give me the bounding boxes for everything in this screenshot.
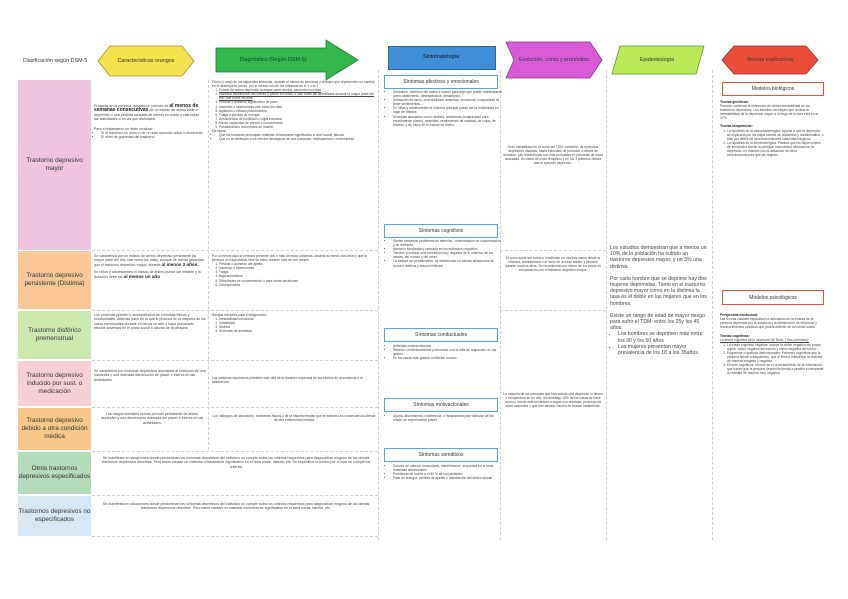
list-item: 1. Pérdida o aumento del apetito <box>219 262 376 266</box>
sinto-cognitivos-list <box>386 239 503 268</box>
row-label-condicion-text: Trastorno depresivo debido a otra condición médica <box>21 417 88 440</box>
row-divider <box>500 250 606 251</box>
list-item: 9. Pensamientos recurrentes de muerte <box>219 125 376 129</box>
list-item: • Tienden a realizar una valoración muy negativa de sí mismos, de los demás, del mundo y del futuro <box>393 251 503 259</box>
list-item: 2. Esquemas cognitivos disfuncionales: Patrones cognitivos que la persona tiende a adquisición, que le lleva a interpretar la realidad de manera sesgada y negativa. <box>727 351 824 363</box>
list-item: • Que no se atribuyan a los efectos fisiológicos de una sustancia, medicamento o enfermedad <box>219 137 376 141</box>
header-caracteristicas-label: Características orangos <box>117 57 175 64</box>
row-divider <box>92 495 378 496</box>
teorias-beck-list <box>720 343 824 376</box>
list-item: 5. Agitación o retraso psicomotores <box>219 109 376 113</box>
list-item: • Apatía, aburrimiento, indiferencia, o incapacidad para disfrutar de las cosas, se experimentar placer. <box>393 414 503 422</box>
teorias-geneticas-title: Teorías genéticas: <box>720 100 749 104</box>
diag-disforico <box>212 313 376 333</box>
row-label-tdm-text: Trastorno depresivo mayor <box>26 157 83 172</box>
caract-distimia-p2a: En niños y adolescentes el estado de ánimo puede ser irritable y la duración debe ser <box>94 270 201 279</box>
list-item: 8. Menor capacidad de pensar o concentrarse <box>219 121 376 125</box>
epid-p1: Los estudios demuestran que a menos un 10% de la población ha sufrido un trastorno depresivo mayor, y un 3% una distimia <box>610 245 707 270</box>
list-item: • Que los síntomas provoquen malestar clínicamente significativo a nivel social, laboral. <box>219 133 376 137</box>
list-item: • Atención focalizada y centrada en los estímulos negativos <box>393 247 503 251</box>
list-item: 1. La tríada cognitiva negativa: incluye la visión negativa del propio sujeto, visión negativa del mundo y visión negativa del futuro. <box>727 343 824 351</box>
header-evolucion-label: Evolución, curso y pronóstico <box>518 56 590 63</box>
row-label-disforico-text: Trastorno disfórico premenstrual <box>28 327 81 342</box>
row-label-disforico <box>18 311 91 359</box>
list-item: 3. Pérdida o aumento significativo de peso <box>219 100 376 104</box>
header-clasificacion-label: Clasificación según DSM-5 <box>22 57 88 64</box>
header-sintomatologia <box>388 46 494 68</box>
sinto-conductuales-list <box>386 344 503 360</box>
evol-distimia: El curso suele ser crónico, incidiendo en muchos casos desde la infancia, adolescencia o el inicio de la edad adulta, y perdura durante muchos años. Se recomienda una menor de los casos en comparación con el trastorno depresivo mayor. <box>504 256 602 273</box>
row-label-sustancia-text: Trastorno depresivo inducido por sust. o medicación <box>26 371 83 395</box>
diag-distimia-criteria <box>212 262 376 287</box>
header-diagnostico <box>222 48 324 72</box>
list-item: • El nivel de gravedad del trastorno <box>101 135 204 139</box>
header-epidemiologia-label: Epidemiología <box>639 56 675 63</box>
header-evolucion <box>516 46 592 74</box>
sinto-box-afectivos <box>384 75 498 89</box>
teorias-beck-title: La teoría cognitiva de la depresión de Beck, (Tres premisas): <box>720 338 809 343</box>
row-divider <box>500 310 606 311</box>
epid-p3: Existe un rango de edad de mayor riesgo para sufrir el TDM: entre los 25y los 45 años. <box>610 312 705 332</box>
list-item: • Los hombres se deprimen más entre los 30 y los 50 años <box>618 331 710 343</box>
list-item: • En los casos más graves, inhibición motora <box>393 356 503 360</box>
header-sintomatologia-label: Sintomatología <box>423 53 459 60</box>
epid-content <box>610 245 710 356</box>
diag-tdm <box>212 80 376 141</box>
list-item: 7. Sentimientos de inutilidad o culpa excesiva <box>219 117 376 121</box>
row-label-condicion <box>18 408 91 450</box>
list-item: 2. Marcada disminución del interés o placer en todas, o casi todas las actividades durante la mayor parte del día, casi todos los días <box>219 92 376 100</box>
header-caracteristicas <box>110 48 182 74</box>
caract-tdm-p2: Para el tratamiento se debe localizar: <box>94 126 154 131</box>
evol-tdm: Gran variabilidad en el curso del TDM, existente, de episodios depresivos aislados, hasta episodios de periodos o meses de duración. Las recurrencias son más probables en personas de edad avanzada, en casos de inicio temprano y en los 3 primeros meses tras el episodio depresivo. <box>503 145 603 166</box>
teorias-box-psicologicos <box>722 290 824 305</box>
caract-otros: Se manifiesta en situaciones donde predominan los síntomas depresivos del individuo no cumple todos los criterios requeridos para diagnosticar ninguno de los demás trastornos depresivos descritos. Pero estos causan un malestar clínicamente significativo en el área social, laboral, etc. Se especifica el motivo por el cual no cumple los criterios <box>101 456 371 469</box>
list-item: 1. Estado de ánimo deprimido la mayor parte del día, casi todos los días <box>219 88 376 92</box>
sinto-box-motivacionales <box>384 398 498 412</box>
caract-tdm-list <box>94 131 204 140</box>
list-item: 6. Fatiga o pérdida de energía <box>219 113 376 117</box>
header-epidemiologia <box>618 46 696 74</box>
teorias-psicologicos <box>720 313 824 375</box>
list-item: • Dolores de cabeza, musculares, estreñimiento, sequedad en la boca, molestias abdominales <box>393 464 503 472</box>
list-item: • Desánimo: deterioro del ánimo e ilusión para algo que puede manifestarse como abatimiento, desesperanza, desamparo... <box>393 90 503 98</box>
teorias-geneticas-text: Parecen confirmar la existencia de cierta heredabilidad de los trastornos depresivos. Los estudios concluyen que la tasa de heredabilidad de la depresión mayor a lo largo de la vida está en el 37%. <box>720 104 819 121</box>
list-item: 1. La hipótesis de la catecolaminérgica: Apunta a que la depresión se explicaría por los bajos niveles de dopamina y noradrenalina, o bien por déficit de neurotransmisores catecolaminérgicos. <box>727 129 824 141</box>
diag-sustancia: Los síntomas depresivos persisten más allá de la duración esperada de los efectos de la sustancia o la abstinencia <box>212 376 363 385</box>
list-item: 3. Errores cognitivos: errores en el procesamiento de la información que hacen que la persona deprimida tienda a percibir e interpretar la realidad de manera muy negativa. <box>727 363 824 375</box>
caract-distimia-p1a: Se caracteriza por un estado de ánimo depresivo persistente (la mayor parte del día, casi todos los días), aunque de menor gravedad que el trastorno depresivo mayor, durante <box>94 254 204 267</box>
row-divider <box>92 360 378 361</box>
sinto-somaticos-list <box>386 464 503 480</box>
sinto-box-motivacionales-label: Síntomas motivacionales <box>413 402 469 408</box>
caract-distimia-p1b: al menos 2 años. <box>161 261 199 267</box>
caract-distimia <box>94 254 206 279</box>
epid-list <box>610 331 710 356</box>
list-item: 4. Baja autoestima <box>219 274 376 278</box>
row-label-otros-text: Otros trastornos depresivos especificados <box>18 465 91 480</box>
list-item: 3. Disforia <box>219 325 376 329</box>
row-label-sustancia <box>18 361 91 406</box>
caract-distimia-p2b: al menos un año <box>123 273 161 279</box>
teorias-bioquimicas-list <box>720 129 824 158</box>
list-item: 2. Insomnio o hipersomnia <box>219 266 376 270</box>
diag-tdm-criteria <box>212 88 376 129</box>
list-item: 1. Inestabilidad emocional <box>219 317 376 321</box>
row-divider <box>92 310 378 311</box>
sinto-box-somaticos <box>384 448 498 462</box>
list-item: 4. Síntomas de ansiedad <box>219 329 376 333</box>
caract-disforico: Los síntomas pueden ir acompañados de síntomas físicos y conductuales. Además hace en la que le provoca en la mayoría de los ciclos menstruales durante el menos un año y haya provocado efectos adversos en el plano social o laboral de la persona <box>94 313 206 331</box>
list-item: 3. Fatiga <box>219 270 376 274</box>
row-label-distimia <box>18 251 91 309</box>
list-item: • Falta de energía, pérdida de apetito o disminución del deseo sexual <box>393 476 503 480</box>
diag-disforico-criteria <box>212 317 376 333</box>
list-item: 4. Insomnio o hipersomnia casi todos los días <box>219 105 376 109</box>
list-item: • Actividad motora reducida <box>393 344 503 348</box>
list-item: • Las mujeres presentan mayor prevalencia de los 18 a los 35años. <box>618 344 710 356</box>
row-label-otros <box>18 452 91 494</box>
teorias-bioquimicas-title: Teorías bioquímicas: <box>720 124 753 129</box>
diag-tdm-intro: Cinco (o más) de los siguientes síntomas, durante el mismo de semanas y siempre que representen un cambio en el desempeño previo, por lo menos uno de los síntomas es el 1 o el 2. <box>212 80 375 89</box>
list-item: 2. Irritabilidad <box>219 321 376 325</box>
list-item: • En niños y adolescentes el síntoma principal puede ser la irritabilidad en lugar de tristeza <box>393 106 503 114</box>
list-item: • La calidad del pensamiento, se obsesionan en valorar situaciones de forma e ineficaz y busca inhibición <box>393 259 503 267</box>
list-item: 2. La hipótesis de la serotoninérgica: Plantea que los bajos niveles de serotonina fueran la principal monoamina afectada de la depresión, en relación con la actuación de otros neurotransmisores que las regulan <box>727 141 824 157</box>
list-item: 6. Desesperanza <box>219 283 376 287</box>
evol-general: La mayoría de las personas que han sufrido una depresión lo tienen o recuperarse en un año, sin embargo 15% de los casos se hace crónico, donde esta tendencia a seguir con recaídas, personas de edad avanzada o que han tardado mucho en buscar tratamiento. <box>503 392 603 409</box>
diag-tdm-examples <box>212 133 376 141</box>
caract-tdm-p1c: de un estado de ánimo triste o deprimido o una pérdida acusada de interés en todas o casi todas las actividades o en las que disfrutaba. <box>94 108 200 122</box>
diag-condicion: Los hallazgos de laboratorio, exámenes físicos o de la historia revelan que el trastorno es consecuencia directa de otra enfermedad médica <box>212 414 376 423</box>
sinto-box-conductuales <box>384 328 498 342</box>
teorias-conductual-title: Perspectiva conductual: <box>720 313 759 317</box>
caract-sustancia: Se caracteriza por síntomas depresivos asociados al consumo de una sustancia y una marcada disminución de placer e interés en las actividades <box>94 369 206 382</box>
sinto-box-cognitivos <box>384 224 498 238</box>
row-label-no-especificados <box>18 496 91 536</box>
teorias-box-psicologicos-label: Modelos psicológicos <box>749 294 797 301</box>
caract-tdm <box>94 104 204 140</box>
list-item: • Si el trastorno es único o de un solo episodio único o recurrente <box>101 131 204 135</box>
epid-p2: Por cada hombre que se deprime hay dos mujeres deprimidas. Tanto en el trastorno depresivo mayor como en la distimia la tasa es el doble en las mujeres que en los hombres. <box>610 275 707 307</box>
sinto-motivacionales-list <box>386 414 503 422</box>
list-item: • Síntomas asociados como: disforia, anhedonia (incapacidad para experimentar placer), ansiedad, sentimientos de soledad, de culpa, de fracaso, y de vacío en el estado de ánimo <box>393 115 503 127</box>
list-item: • Sensación de vacío, insensibilidad, ansiedad, emocional, incapacidad de tener sentimientos... <box>393 98 503 106</box>
header-teorias-label: Teorías explicativas <box>746 56 794 63</box>
caract-tdm-p1 <box>94 104 204 122</box>
teorias-box-biologicos <box>722 82 824 96</box>
diag-distimia-intro: Por lo menos aquí la persona presente dos o más de estos síntomas, durante al menos dos años y que la persona no haya estado libre de estos durante más de dos meses <box>212 254 367 263</box>
list-item: 5. Dificultades de concentración o para tomar decisiones <box>219 279 376 283</box>
sinto-box-cognitivos-label: Síntomas cognitivos <box>418 228 464 234</box>
sinto-box-afectivos-label: Síntomas afectivos y emocionales <box>403 79 479 85</box>
header-teorias <box>730 46 810 74</box>
column-divider <box>378 70 379 540</box>
list-item: • Retardo o enlentecimiento psicomotor con la falta de responder, en los gestos <box>393 348 503 356</box>
caract-tdm-p1a: Presenta en la persona, durante un periodo de <box>94 104 170 108</box>
header-diagnostico-label: Diagnóstico (Según DSM-5) <box>239 56 307 63</box>
caract-condicion: Los rasgos mentales somos período persistente de ánimo depresivo y una disminución marcada del placer e interés en las actividades <box>100 412 204 425</box>
teorias-biologicos <box>720 100 824 157</box>
list-item: • Suelen presentar problemas de atención, concentración de concentración y de memoria <box>393 239 503 247</box>
header-clasificacion <box>20 50 90 72</box>
caract-tdm-p1b: al menos de semanas consecutivas <box>94 103 199 114</box>
diag-tdm-examples-label: Ejemplos: <box>212 129 227 134</box>
diag-distimia <box>212 254 376 287</box>
row-divider <box>92 536 378 537</box>
column-divider <box>606 70 607 540</box>
row-label-distimia-text: Trastorno depresivo persistente (Distimia) <box>24 272 85 287</box>
teorias-conductual-text: Las teorías clásicas explicaban la asociación de la tristeza de la persona deprimida por la ausencia y la disminución de refuerzos y reconocimientos positivos que podría obtener de su medio social. <box>720 317 817 330</box>
row-divider <box>92 451 378 452</box>
column-divider <box>712 70 713 540</box>
sinto-box-somaticos-label: Síntomas somáticos <box>418 452 464 458</box>
sinto-afectivos-list <box>386 90 503 127</box>
row-label-no-especificados-text: Trastornos depresivos no especificados <box>18 508 91 523</box>
list-item: • Problemas de sueño a el 80 % de los pacientes <box>393 472 503 476</box>
caract-no-especificados: Se manifiesta en situaciones donde predominan los síntomas depresivos del individuo no cumple todos los criterios requeridos para diagnosticar ninguno de los demás trastornos depresivos descritos. Pero estos causan un malestar clínicamente significativo en el área social, laboral, etc. <box>102 502 370 511</box>
row-divider <box>92 250 378 251</box>
teorias-box-biologicos-label: Modelos biológicos <box>751 86 795 92</box>
row-divider <box>92 407 378 408</box>
row-label-tdm <box>18 80 91 250</box>
teorias-cognitivas-title: Teorías cognitivas: <box>720 334 750 339</box>
sinto-box-conductuales-label: Síntomas conductuales <box>415 332 467 338</box>
diag-disforico-intro: Rasgos mentales para el diagnóstico: <box>212 313 267 317</box>
